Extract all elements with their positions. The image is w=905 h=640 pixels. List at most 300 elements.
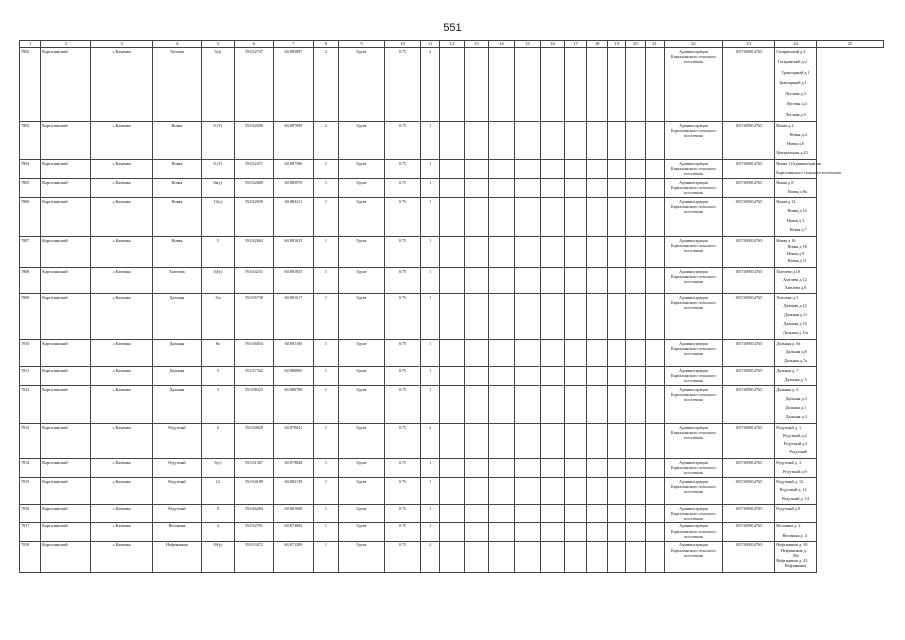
- empty-cell: [464, 237, 488, 268]
- address-line: Дальняя д 11а: [783, 330, 808, 335]
- address-line: Карталинского сельского поселения: [776, 169, 841, 175]
- surface-type: Грунт: [339, 122, 385, 160]
- address-line: Хмелева д.8: [784, 284, 807, 290]
- size: 0.75: [384, 122, 420, 160]
- row-id: 7807: [20, 237, 41, 268]
- empty-cell: [514, 294, 541, 340]
- empty-cell: [514, 122, 541, 160]
- district: Карталинский: [41, 367, 91, 386]
- surface-type: Грунт: [339, 386, 385, 424]
- column-number: 19: [608, 41, 626, 48]
- row-id: 7813: [20, 424, 41, 459]
- column-number: 10: [384, 41, 420, 48]
- empty-cell: [645, 48, 664, 122]
- latitude: 59.032747: [234, 48, 273, 122]
- longitude: 60.873082: [274, 522, 313, 541]
- empty-cell: [464, 294, 488, 340]
- size: 0.75: [384, 198, 420, 237]
- served-addresses: [775, 294, 816, 340]
- address-line: Весенняя д. 2: [776, 523, 801, 529]
- table-row: [20, 424, 884, 459]
- empty-cell: [608, 541, 626, 572]
- address-line: Луговая д.4: [786, 101, 807, 106]
- address-line: Весенняя д. 4: [782, 532, 807, 538]
- ogrn: 1057409014765: [723, 237, 775, 268]
- surface-type: Грунт: [339, 237, 385, 268]
- size: 0.75: [384, 237, 420, 268]
- latitude: 59.033472: [234, 541, 273, 572]
- table-row: [20, 478, 884, 505]
- district: Карталинский: [41, 237, 91, 268]
- empty-cell: [489, 367, 515, 386]
- empty-cell: [645, 478, 664, 505]
- empty-cell: [564, 198, 586, 237]
- settlement: с.Каменка: [91, 237, 153, 268]
- ogrn: 1057409014765: [723, 367, 775, 386]
- column-number: 18: [587, 41, 608, 48]
- count: 1: [313, 179, 339, 198]
- empty-cell: [541, 386, 564, 424]
- count: 1: [313, 386, 339, 424]
- served-addresses: [775, 505, 816, 523]
- empty-cell: [440, 367, 464, 386]
- empty-cell: [440, 505, 464, 523]
- address-line: Гагаринский д.4: [776, 48, 806, 54]
- street: Новая: [152, 237, 201, 268]
- address-line: Хмелева д.10: [776, 268, 800, 274]
- row-id: 7812: [20, 386, 41, 424]
- empty-cell: [626, 340, 645, 367]
- served-addresses: [775, 48, 816, 122]
- latitude: 59.032662: [234, 237, 273, 268]
- address-line: Дальняя д.12: [783, 303, 807, 309]
- address-line: Гагаринский д.2: [777, 59, 807, 64]
- served-addresses: [775, 122, 816, 160]
- address-line: Дальняя д 4: [785, 414, 807, 420]
- empty-cell: [440, 522, 464, 541]
- size: 0.75: [384, 179, 420, 198]
- empty-cell: [440, 424, 464, 459]
- empty-cell: [645, 459, 664, 478]
- empty-cell: [587, 522, 608, 541]
- address-line: Новая д 9: [786, 251, 805, 257]
- empty-cell: [541, 459, 564, 478]
- row-id: 7818: [20, 541, 41, 572]
- column-number: 4: [152, 41, 201, 48]
- table-row: [20, 198, 884, 237]
- count: 1: [313, 294, 339, 340]
- empty-cell: [541, 367, 564, 386]
- served-addresses: [775, 198, 816, 237]
- street: Новая: [152, 122, 201, 160]
- empty-cell: [564, 386, 586, 424]
- empty-cell: [645, 340, 664, 367]
- column-number: 22: [664, 41, 723, 48]
- empty-cell: [564, 522, 586, 541]
- empty-cell: [645, 294, 664, 340]
- longitude: 60.881855: [274, 268, 313, 294]
- empty-cell: [541, 478, 564, 505]
- address-line: Луговая д.3: [785, 90, 806, 96]
- container-count: 1: [421, 522, 440, 541]
- longitude: 60.881625: [274, 237, 313, 268]
- row-id: 7805: [20, 179, 41, 198]
- longitude: 60.879041: [274, 424, 313, 459]
- street: Дальняя: [152, 367, 201, 386]
- empty-cell: [541, 237, 564, 268]
- empty-cell: [514, 48, 541, 122]
- latitude: 59.035738: [234, 294, 273, 340]
- address-line: Дальняя д. 6: [776, 386, 799, 392]
- empty-cell: [626, 237, 645, 268]
- empty-cell: [541, 424, 564, 459]
- empty-cell: [626, 198, 645, 237]
- row-id: 7809: [20, 294, 41, 340]
- count: 1: [313, 522, 339, 541]
- address-line: Дальняя д.1: [784, 405, 807, 410]
- empty-cell: [587, 459, 608, 478]
- address-line: Новая д 12: [776, 198, 796, 204]
- district: Карталинский: [41, 541, 91, 572]
- row-id: 7806: [20, 198, 41, 237]
- empty-cell: [564, 367, 586, 386]
- served-addresses: [775, 478, 816, 505]
- district: Карталинский: [41, 48, 91, 122]
- column-number: 24: [775, 41, 816, 48]
- table-row: [20, 340, 884, 367]
- ogrn: 1057409014765: [723, 340, 775, 367]
- house-number: 5(а): [201, 48, 234, 122]
- street: Весенняя: [152, 522, 201, 541]
- address-line: Новая д 18: [787, 244, 807, 250]
- surface-type: Грунт: [339, 522, 385, 541]
- served-addresses: [775, 160, 841, 179]
- address-line: Нефтяников д. 43: [776, 558, 808, 563]
- address-line: Редутный д. 1: [776, 424, 802, 430]
- empty-cell: [608, 48, 626, 122]
- house-number: 5: [201, 237, 234, 268]
- house-number: 2: [201, 424, 234, 459]
- empty-cell: [608, 268, 626, 294]
- empty-cell: [626, 179, 645, 198]
- surface-type: Грунт: [339, 478, 385, 505]
- district: Карталинский: [41, 386, 91, 424]
- empty-cell: [440, 160, 464, 179]
- ogrn: 1057409014765: [723, 122, 775, 160]
- latitude: 59.034189: [234, 478, 273, 505]
- settlement: с.Каменка: [91, 367, 153, 386]
- empty-cell: [626, 48, 645, 122]
- empty-cell: [514, 478, 541, 505]
- house-number: 9: [201, 505, 234, 523]
- empty-cell: [541, 179, 564, 198]
- empty-cell: [645, 424, 664, 459]
- address-line: Нефтяников: [784, 563, 807, 569]
- empty-cell: [587, 160, 608, 179]
- row-id: 7810: [20, 340, 41, 367]
- column-number: 20: [626, 41, 645, 48]
- empty-cell: [608, 340, 626, 367]
- settlement: с.Каменка: [91, 478, 153, 505]
- settlement: с.Каменка: [91, 424, 153, 459]
- empty-cell: [514, 459, 541, 478]
- empty-cell: [564, 237, 586, 268]
- empty-cell: [587, 541, 608, 572]
- address-line: Новая 11Администрация: [776, 160, 821, 166]
- table-row: [20, 294, 884, 340]
- container-count: 1: [421, 198, 440, 237]
- owner: Администрация Карталинского сельского поселения: [664, 541, 723, 572]
- empty-cell: [587, 237, 608, 268]
- empty-cell: [464, 424, 488, 459]
- row-id: 7802: [20, 48, 41, 122]
- district: Карталинский: [41, 340, 91, 367]
- house-number: 12: [201, 478, 234, 505]
- size: 0.75: [384, 424, 420, 459]
- empty-cell: [645, 522, 664, 541]
- district: Карталинский: [41, 478, 91, 505]
- house-number: 3(у): [201, 459, 234, 478]
- column-number: 12: [440, 41, 464, 48]
- address-line: Тракторный д.1: [778, 80, 807, 85]
- count: 1: [313, 340, 339, 367]
- container-count: 1: [421, 179, 440, 198]
- empty-cell: [541, 541, 564, 572]
- served-addresses: [775, 340, 816, 367]
- address-line: Новая д 11: [787, 258, 807, 264]
- empty-cell: [489, 522, 515, 541]
- row-id: 7808: [20, 268, 41, 294]
- house-number: 11а: [201, 294, 234, 340]
- address-line: Редутный: [789, 449, 807, 455]
- empty-cell: [440, 294, 464, 340]
- district: Карталинский: [41, 198, 91, 237]
- count: 1: [313, 198, 339, 237]
- street: Редутный: [152, 424, 201, 459]
- empty-cell: [440, 237, 464, 268]
- empty-cell: [564, 459, 586, 478]
- latitude: 59.032791: [234, 522, 273, 541]
- container-count: 2: [421, 541, 440, 572]
- street: Редутный: [152, 505, 201, 523]
- empty-cell: [440, 541, 464, 572]
- container-count: 1: [421, 459, 440, 478]
- owner: Администрация Карталинского сельского поселения: [664, 268, 723, 294]
- empty-cell: [489, 122, 515, 160]
- address-line: Новая д.2: [776, 122, 794, 128]
- count: 1: [313, 237, 339, 268]
- empty-cell: [608, 198, 626, 237]
- address-line: Новая д 8: [776, 179, 794, 185]
- longitude: 60.871289: [274, 541, 313, 572]
- row-id: 7817: [20, 522, 41, 541]
- owner: Администрация Карталинского сельского поселения: [664, 367, 723, 386]
- column-number: 16: [541, 41, 564, 48]
- address-line: Нефтяников д.: [780, 547, 807, 553]
- settlement: с.Каменка: [91, 268, 153, 294]
- address-line: Редутный д. 12: [776, 478, 804, 484]
- table-row: [20, 48, 884, 122]
- page-number: 551: [443, 22, 462, 34]
- street: Редутный: [152, 459, 201, 478]
- empty-cell: [489, 340, 515, 367]
- empty-cell: [541, 522, 564, 541]
- empty-cell: [608, 122, 626, 160]
- settlement: с.Каменка: [91, 122, 153, 160]
- served-addresses: [775, 179, 816, 198]
- served-addresses: [775, 459, 816, 478]
- empty-cell: [464, 522, 488, 541]
- empty-cell: [587, 48, 608, 122]
- empty-cell: [645, 122, 664, 160]
- district: Карталинский: [41, 122, 91, 160]
- column-number: 23: [723, 41, 775, 48]
- owner: Администрация Карталинского сельского поселения: [664, 122, 723, 160]
- count: 2: [313, 122, 339, 160]
- longitude: 60.885897: [274, 48, 313, 122]
- house-number: 3: [201, 386, 234, 424]
- empty-cell: [541, 198, 564, 237]
- count: 1: [313, 541, 339, 572]
- latitude: 59.032471: [234, 160, 273, 179]
- size: 0.75: [384, 459, 420, 478]
- empty-cell: [645, 505, 664, 523]
- table-row: [20, 122, 884, 160]
- empty-cell: [608, 459, 626, 478]
- empty-cell: [541, 505, 564, 523]
- container-count: 1: [421, 294, 440, 340]
- longitude: 60.885970: [274, 179, 313, 198]
- empty-cell: [541, 268, 564, 294]
- address-line: Тракторный д.1: [781, 69, 810, 75]
- house-number: 8а: [201, 340, 234, 367]
- surface-type: Грунт: [339, 198, 385, 237]
- surface-type: Грунт: [339, 367, 385, 386]
- address-line: Новая д 3: [786, 217, 805, 223]
- latitude: 59.031367: [234, 459, 273, 478]
- street: Редутный: [152, 478, 201, 505]
- size: 0.75: [384, 340, 420, 367]
- empty-cell: [489, 179, 515, 198]
- column-number: 7: [274, 41, 313, 48]
- owner: Администрация Карталинского сельского поселения: [664, 505, 723, 523]
- count: 1: [313, 160, 339, 179]
- served-addresses: [775, 522, 816, 541]
- settlement: с.Каменка: [91, 505, 153, 523]
- address-line: Дальняя д. 8а: [776, 340, 801, 346]
- house-number: 10(у): [201, 268, 234, 294]
- address-line: Дальняя д 11: [783, 312, 808, 318]
- empty-cell: [514, 522, 541, 541]
- column-number: 3: [91, 41, 153, 48]
- count: 1: [313, 367, 339, 386]
- column-number: 5: [201, 41, 234, 48]
- empty-cell: [608, 367, 626, 386]
- count: 1: [313, 459, 339, 478]
- size: 0.75: [384, 294, 420, 340]
- longitude: 60.881617: [274, 294, 313, 340]
- address-line: Дальняя д.7а: [784, 357, 808, 363]
- column-number: 14: [489, 41, 515, 48]
- empty-cell: [587, 386, 608, 424]
- size: 0.75: [384, 268, 420, 294]
- row-id: 7811: [20, 367, 41, 386]
- size: 0.75: [384, 505, 420, 523]
- owner: Администрация Карталинского сельского поселения: [664, 198, 723, 237]
- empty-cell: [645, 541, 664, 572]
- ogrn: 1057409014765: [723, 478, 775, 505]
- table-row: [20, 160, 884, 179]
- count: 1: [313, 478, 339, 505]
- district: Карталинский: [41, 179, 91, 198]
- district: Карталинский: [41, 268, 91, 294]
- empty-cell: [464, 268, 488, 294]
- empty-cell: [514, 160, 541, 179]
- empty-cell: [464, 367, 488, 386]
- empty-cell: [564, 179, 586, 198]
- address-line: Хмелева д.12: [783, 276, 807, 282]
- empty-cell: [564, 122, 586, 160]
- empty-cell: [514, 179, 541, 198]
- empty-cell: [645, 367, 664, 386]
- address-line: Центральная д.23: [776, 150, 808, 156]
- empty-cell: [645, 198, 664, 237]
- empty-cell: [489, 478, 515, 505]
- column-number: 17: [564, 41, 586, 48]
- house-number: 8 (У): [201, 122, 234, 160]
- owner: Администрация Карталинского сельского поселения: [664, 237, 723, 268]
- house-number: 13(у): [201, 198, 234, 237]
- empty-cell: [645, 237, 664, 268]
- size: 0.75: [384, 541, 420, 572]
- house-number: 4: [201, 522, 234, 541]
- district: Карталинский: [41, 424, 91, 459]
- address-line: Новая д 14: [787, 208, 807, 214]
- longitude: 60.887586: [274, 160, 313, 179]
- empty-cell: [608, 160, 626, 179]
- column-number: 21: [645, 41, 664, 48]
- empty-cell: [587, 179, 608, 198]
- empty-cell: [489, 160, 515, 179]
- settlement: с.Каменка: [91, 179, 153, 198]
- settlement: с.Каменка: [91, 340, 153, 367]
- surface-type: Грунт: [339, 459, 385, 478]
- empty-cell: [440, 122, 464, 160]
- street: Дальняя: [152, 294, 201, 340]
- ogrn: 1057409014765: [723, 160, 775, 179]
- ogrn: 1057409014765: [723, 386, 775, 424]
- empty-cell: [464, 122, 488, 160]
- empty-cell: [587, 198, 608, 237]
- owner: Администрация Карталинского сельского поселения: [664, 478, 723, 505]
- empty-cell: [464, 459, 488, 478]
- address-line: Редутный д. 14: [782, 495, 809, 501]
- size: 0.75: [384, 522, 420, 541]
- container-count: 1: [421, 367, 440, 386]
- empty-cell: [587, 424, 608, 459]
- empty-cell: [626, 478, 645, 505]
- data-table: [19, 40, 884, 573]
- empty-cell: [626, 268, 645, 294]
- size: 0.75: [384, 386, 420, 424]
- row-id: 7815: [20, 478, 41, 505]
- empty-cell: [587, 294, 608, 340]
- address-line: Дальняя д.8: [785, 349, 807, 354]
- surface-type: Грунт: [339, 160, 385, 179]
- empty-cell: [541, 122, 564, 160]
- street: Нефтяников: [152, 541, 201, 572]
- ogrn: 1057409014765: [723, 522, 775, 541]
